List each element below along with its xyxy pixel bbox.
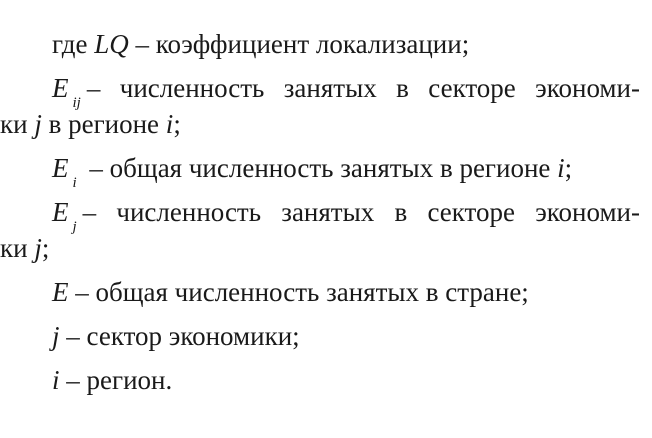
def-e-symbol: E (52, 277, 69, 307)
def-eij-line2-start: ки (0, 109, 28, 139)
def-eij-word-2: занятых (283, 73, 377, 103)
def-lq-text: – коэффициент локализации; (135, 29, 470, 59)
def-lq (52, 28, 469, 60)
def-e-text: – общая численность занятых в стране; (75, 277, 529, 307)
def-i-text: – регион. (66, 365, 173, 395)
def-e (52, 276, 529, 308)
def-ej-line1 (52, 196, 640, 233)
def-eij-line1 (52, 72, 640, 109)
def-ei-symbol: E (52, 153, 69, 183)
def-ei-text: – общая численность занятых в регионе (89, 153, 551, 183)
def-eij-line2-i: i (165, 109, 174, 139)
def-j-text: – сектор экономики; (66, 321, 300, 351)
def-eij-line2-j: j (34, 109, 42, 139)
def-ej-word-1: численность (116, 197, 262, 227)
def-eij-word-4: секторе (428, 73, 516, 103)
def-j-symbol: j (52, 321, 60, 351)
def-eij-word-0: – (86, 73, 101, 103)
def-lq-symbol: LQ (94, 29, 129, 59)
def-eij-line2 (0, 108, 181, 140)
def-ej-word-3: в (394, 197, 408, 227)
def-ej-word-5: экономи- (535, 197, 640, 227)
def-ej-subscript: j (72, 219, 77, 235)
def-ej-word-2: занятых (281, 197, 375, 227)
def-ej-symbol: E (52, 197, 69, 227)
def-lq-lead: где (52, 29, 88, 59)
def-eij-line2-end: ; (173, 109, 181, 139)
def-eij-word-5: экономи- (535, 73, 640, 103)
def-ei (52, 152, 572, 189)
def-ei-var: i (557, 153, 565, 183)
def-eij-line2-mid: в регионе (48, 109, 160, 139)
def-ej-line2-start: ки (0, 233, 28, 263)
def-ej-word-4: секторе (427, 197, 515, 227)
def-eij-word-3: в (396, 73, 409, 103)
def-eij-symbol: E (52, 73, 69, 103)
def-eij-subscript: ij (72, 95, 81, 111)
def-ej-word-0: – (82, 197, 97, 227)
def-i-symbol: i (52, 365, 60, 395)
def-eij-symbol-group (52, 72, 100, 109)
def-ej-line2 (0, 232, 49, 264)
def-ej-symbol-group (52, 196, 96, 233)
def-i (52, 364, 172, 396)
def-ej-line2-j: j (34, 233, 42, 263)
def-ei-end: ; (564, 153, 573, 183)
def-ei-subscript: i (72, 175, 77, 191)
def-eij-word-1: численность (119, 73, 265, 103)
def-j (52, 320, 300, 352)
def-ej-line2-end: ; (41, 233, 50, 263)
